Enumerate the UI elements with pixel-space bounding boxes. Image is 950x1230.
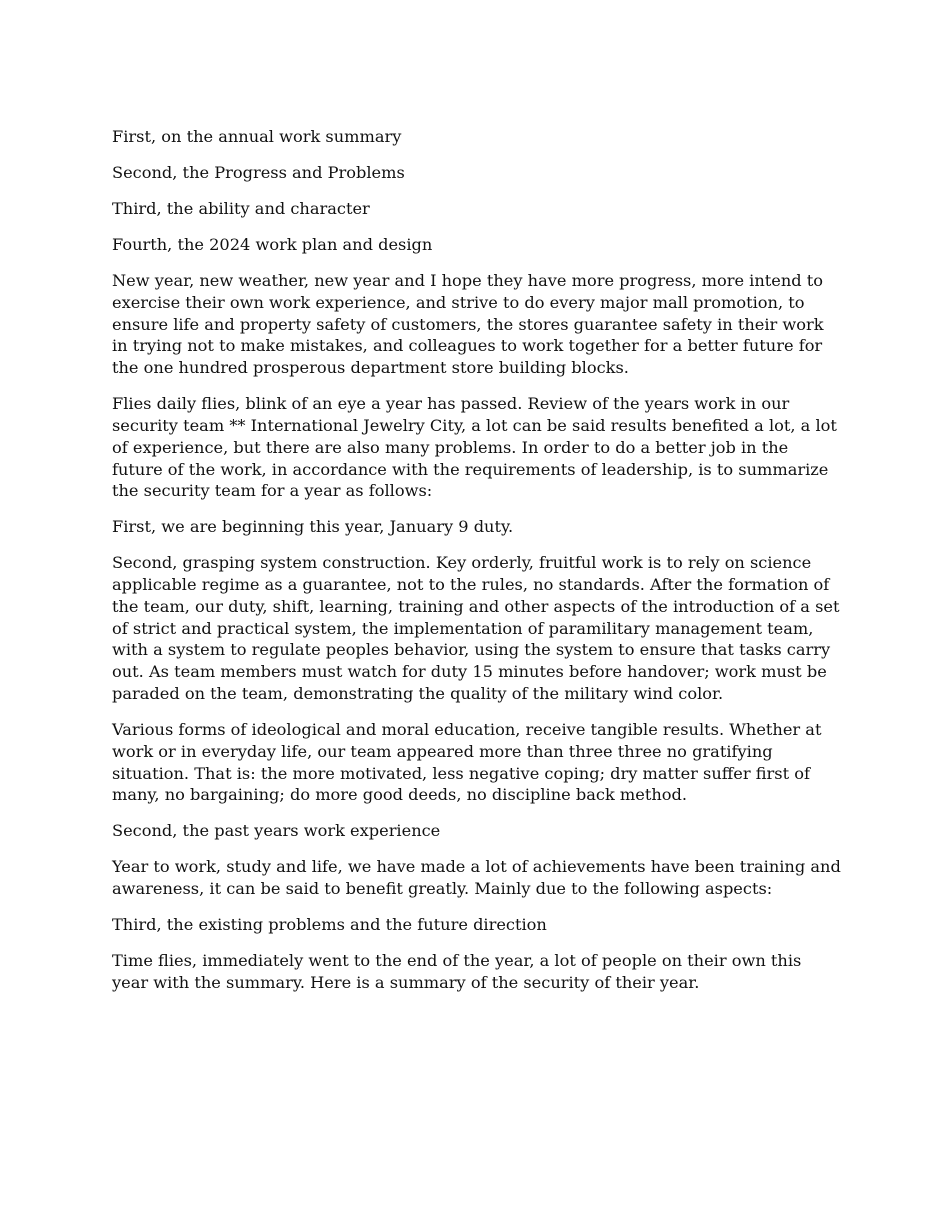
paragraph-system-construction: Second, grasping system construction. Key orderly, fruitful work is to rely on science applicable regime as a guarantee, not to the rules, no standards. After the formation of the team, our duty, shift, learning, training and other aspects of the introduction of a set of strict and practical system, the implementation of paramilitary management team, with a system to regulate peoples behavior, using the system to ensure that tasks carry out. As team members must watch for duty 15 minutes before handover; work must be paraded on the team, demonstrating the quality of the military wind color. [112, 553, 840, 704]
heading-work-experience: Second, the past years work experience [112, 821, 441, 841]
heading-annual-work-summary: First, on the annual work summary [112, 127, 402, 146]
paragraph-review: Flies daily flies, blink of an eye a year has passed. Review of the years work in our security team ** International Jewelry City, a lot can be said results benefited a lot, a lot of experience, but there are also many problems. In order to do a better job in the future of the work, in accordance with the requirements of leadership, is to summarize the security team for a year as follows: [112, 394, 837, 501]
heading-existing-problems: Third, the existing problems and the future direction [112, 915, 547, 935]
paragraph-moral-education: Various forms of ideological and moral education, receive tangible results. Whether at work or in everyday life, our team appeared more than three three no gratifying situation. That is: the more motivated, less negative coping; dry matter suffer first of many, no bargaining; do more good deeds, no discipline back method. [112, 720, 822, 805]
heading-work-plan: Fourth, the 2024 work plan and design [112, 234, 433, 254]
paragraph-time-flies: Time flies, immediately went to the end of the year, a lot of people on their own this year with the summary. Here is a summary of the security of their year. [112, 951, 802, 992]
heading-ability-and-character: Third, the ability and character [112, 198, 370, 218]
heading-progress-and-problems: Second, the Progress and Problems [112, 162, 405, 182]
paragraph-duty-start: First, we are beginning this year, January 9 duty. [112, 517, 514, 537]
paragraph-achievements: Year to work, study and life, we have made a lot of achievements have been training and awareness, it can be said to benefit greatly. Mainly due to the following aspects: [112, 857, 841, 899]
paragraph-new-year: New year, new weather, new year and I hope they have more progress, more intend to exercise their own work experience, and strive to do every major mall promotion, to ensure life and property safety of customers, the stores guarantee safety in their work in trying not to make mistakes, and colleagues to work together for a better future for the one hundred prosperous department store building blocks. [112, 270, 824, 378]
